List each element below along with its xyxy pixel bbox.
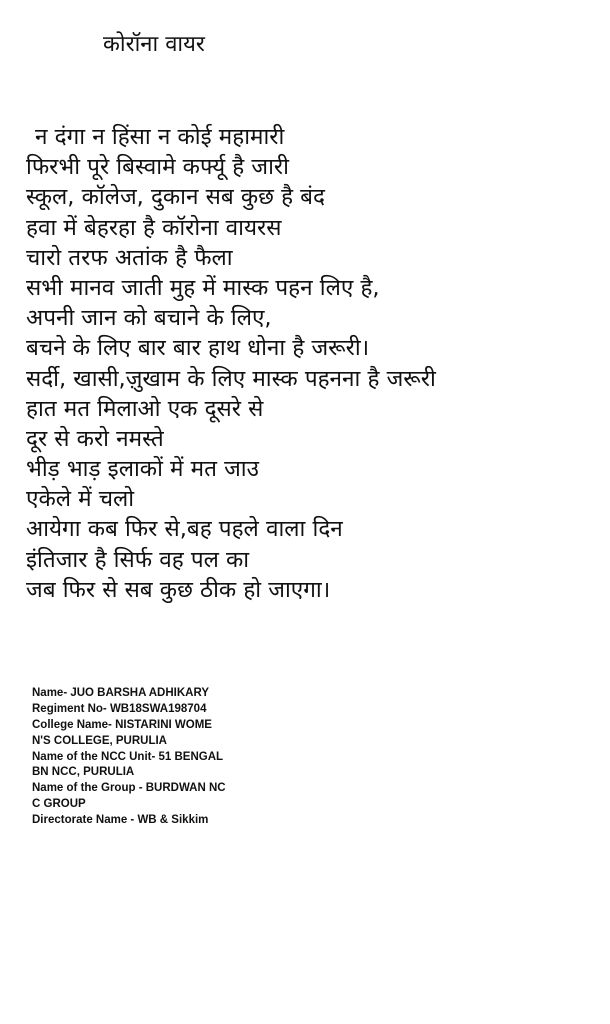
poem-line: चारो तरफ अतांक है फैला (26, 244, 233, 271)
poem-line: भीड़ भाड़ इलाकों में मत जाउ (26, 456, 259, 483)
author-detail-line: Name of the NCC Unit- 51 BENGAL (32, 750, 224, 763)
poem-title: कोरॉना वायर (103, 32, 205, 57)
poem-line: एकेले में चलो (26, 486, 135, 513)
poem-line: अपनी जान को बचाने के लिए, (26, 305, 272, 332)
poem-body (26, 122, 601, 605)
author-detail-line: N'S COLLEGE, PURULIA (32, 734, 167, 747)
author-detail-line: Regiment No- WB18SWA198704 (32, 702, 207, 715)
poem-line: जब फिर से सब कुछ ठीक हो जाएगा। (26, 576, 331, 603)
author-detail-line: Name- JUO BARSHA ADHIKARY (32, 687, 209, 699)
poem-line: हवा में बेहरहा है कॉरोना वायरस (26, 214, 282, 241)
poem-line: स्कूल, कॉलेज, दुकान सब कुछ है बंद (26, 184, 325, 211)
poem-line: सभी मानव जाती मुह में मास्क पहन लिए है, (26, 274, 380, 301)
poem-line: सर्दी, खासी,ज़ुखाम के लिए मास्क पहनना है जरूरी (26, 365, 436, 392)
poem-line: बचने के लिए बार बार हाथ धोना है जरूरी। (26, 335, 370, 362)
poem-line: फिरभी पूरे बिस्वामे कर्फ्यू है जारी (26, 154, 289, 181)
author-detail-line: College Name- NISTARINI WOME (32, 718, 212, 731)
poem-line: हात मत मिलाओ एक दूसरे से (26, 395, 264, 422)
poem-line: न दंगा न हिंसा न कोई महामारी (35, 124, 285, 150)
poem-line: दूर से करो नमस्ते (26, 425, 164, 452)
poem-line: इंतिजार है सिर्फ वह पल का (26, 546, 250, 573)
author-details (32, 686, 282, 829)
author-detail-line: Directorate Name - WB & Sikkim (32, 814, 209, 827)
poem-line: आयेगा कब फिर से,बह पहले वाला दिन (26, 516, 343, 543)
author-detail-line: BN NCC, PURULIA (32, 766, 135, 779)
author-detail-line: Name of the Group - BURDWAN NC (32, 782, 226, 795)
author-detail-line: C GROUP (32, 798, 86, 811)
